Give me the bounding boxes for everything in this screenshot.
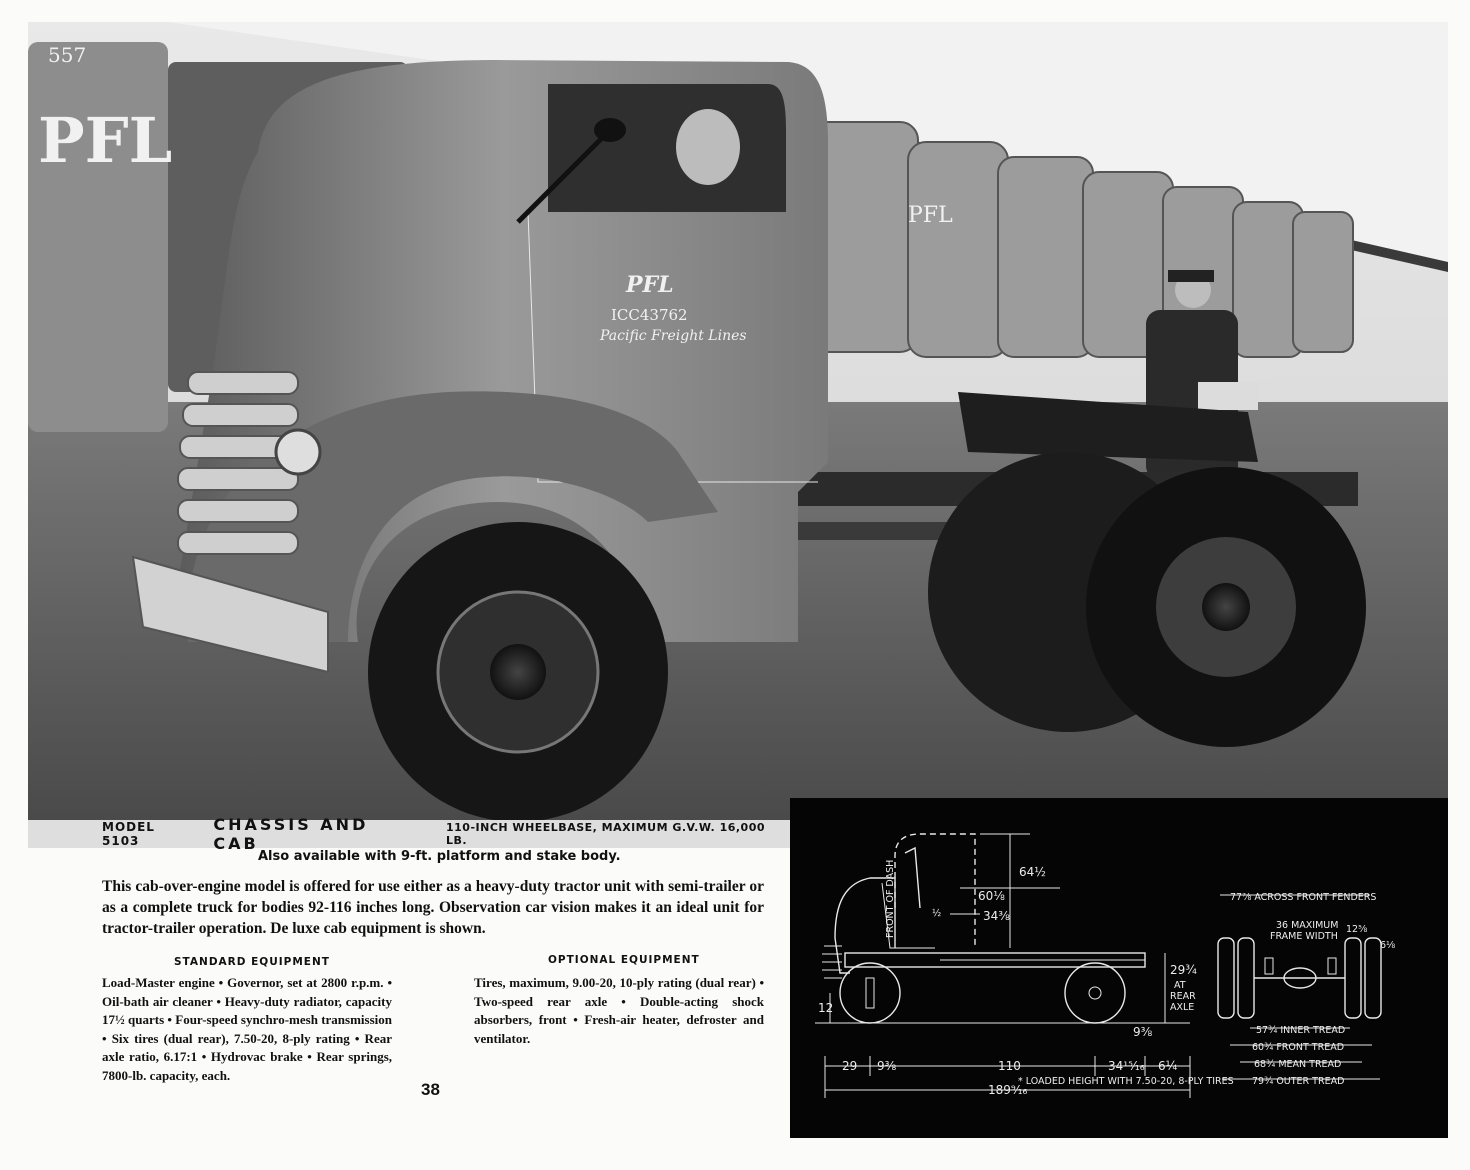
- side-dim: 6⅛: [1380, 940, 1396, 951]
- door-icc-code: ICC43762: [611, 306, 688, 324]
- door-company-name: Pacific Freight Lines: [600, 328, 747, 344]
- intro-paragraph: This cab-over-engine model is offered for use either as a heavy-duty tractor unit with semi-trailer or as a complete truck for bodies 92-116 inches long. Observation car vision makes it an ideal unit for tractor-trailer operation. De luxe cab equipment is shown.: [102, 878, 764, 937]
- across-fenders-dim: 77⅞ ACROSS FRONT FENDERS: [1230, 892, 1377, 903]
- model-number: MODEL 5103: [102, 820, 155, 848]
- caption-band: [28, 815, 790, 853]
- frame-end-dim: 6¼: [1158, 1059, 1178, 1073]
- trailer-number-1: 557: [48, 43, 87, 67]
- small-dim: ½: [932, 908, 942, 919]
- standard-equipment-heading: STANDARD EQUIPMENT: [174, 956, 330, 968]
- cab-to-axle-dim: 60⅛: [978, 889, 1005, 903]
- truck-photo: [28, 22, 1448, 820]
- side-view-drawing: [815, 834, 1197, 1098]
- max-frame-width-1: 36 MAXIMUM: [1276, 920, 1339, 931]
- max-frame-width-2: FRAME WIDTH: [1270, 931, 1338, 942]
- cab-width-dim: 34⅜: [983, 909, 1010, 923]
- also-available-note: Also available with 9-ft. platform and stake body.: [258, 849, 621, 864]
- front-overhang-dim: 29: [842, 1059, 858, 1073]
- at-rear-axle-2: REAR: [1170, 991, 1196, 1002]
- rear-overhang-dim: 34¹⁵⁄₁₆: [1108, 1059, 1145, 1073]
- frame-dim: 12⅝: [1346, 924, 1368, 935]
- front-view-drawing: [1218, 892, 1395, 1087]
- trailer-logo-small: PFL: [908, 203, 953, 228]
- at-rear-axle-3: AXLE: [1170, 1002, 1195, 1013]
- front-tread-dim: 60¾ FRONT TREAD: [1252, 1042, 1345, 1053]
- mean-tread-dim: 68¾ MEAN TREAD: [1254, 1059, 1342, 1070]
- caption-title: CHASSIS AND CAB: [213, 815, 369, 853]
- ground-clearance-dim: 12: [818, 1001, 834, 1015]
- wheelbase-dim: 110: [998, 1059, 1021, 1073]
- cab-height-dim: 64½: [1019, 865, 1046, 879]
- optional-equipment-heading: OPTIONAL EQUIPMENT: [548, 954, 700, 966]
- axle-drop-dim: 9⅜: [1133, 1025, 1153, 1039]
- caption-spec: 110-INCH WHEELBASE, MAXIMUM G.V.W. 16,000 LB.: [446, 821, 766, 847]
- standard-equipment-text: Load-Master engine • Governor, set at 2800 r.p.m. • Oil-bath air cleaner • Heavy-duty radiator, capacity 17½ quarts • Four-speed synchro-mesh transmission • Six tires (dual rear), 7.50-20, 8-ply rating • Rear axle ratio, 6.17:1 • Hydrovac brake • Rear springs, 7800-lb. capacity, each.: [102, 975, 392, 1083]
- trailer-logo-large: PFL: [38, 104, 173, 177]
- bumper-dim: 9⅜: [877, 1059, 897, 1073]
- dimension-diagram: [790, 798, 1448, 1138]
- inner-tread-dim: 57¾ INNER TREAD: [1256, 1025, 1346, 1036]
- door-logo: PFL: [626, 272, 674, 298]
- optional-equipment-text: Tires, maximum, 9.00-20, 10-ply rating (dual rear) • Two-speed rear axle • Double-acting shock absorbers, front • Fresh-air heater, defroster and ventilator.: [474, 975, 764, 1046]
- front-of-dash-label: FRONT OF DASH: [885, 859, 896, 938]
- frame-height-dim: 29¾: [1170, 963, 1197, 977]
- page-number: 38: [421, 1080, 440, 1099]
- overall-length-dim: 189⁹⁄₁₆: [988, 1083, 1028, 1097]
- footnote: * LOADED HEIGHT WITH 7.50-20, 8-PLY TIRES: [1018, 1076, 1234, 1087]
- at-rear-axle-1: AT: [1174, 980, 1186, 991]
- outer-tread-dim: 79¾ OUTER TREAD: [1252, 1076, 1345, 1087]
